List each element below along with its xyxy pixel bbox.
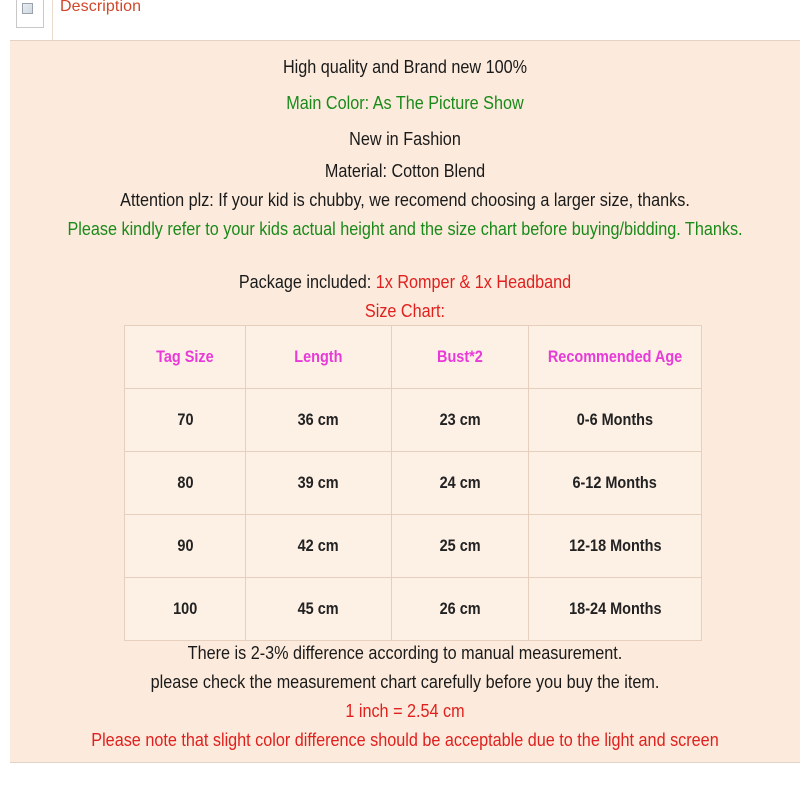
package-included-line [50,271,761,293]
measurement-difference-line: There is 2-3% difference according to manual measurement. [187,643,623,663]
header-recommended-age: Recommended Age [529,326,702,389]
package-items: 1x Romper & 1x Headband [375,272,572,292]
tag-size-cell: 80 [125,452,246,515]
description-tab-header [10,0,800,41]
bust-cell: 26 cm [392,578,529,641]
bust-cell: 23 cm [392,389,529,452]
tag-size-cell: 100 [125,578,246,641]
size-chart-title: Size Chart: [364,301,446,321]
description-tab[interactable]: Description [60,0,142,15]
table-header-row [125,326,702,389]
tag-size-cell: 70 [125,389,246,452]
broken-image-glyph [22,3,33,14]
table-row [125,452,702,515]
check-chart-line: please check the measurement chart carefully before you buy the item. [150,672,660,692]
age-cell: 12-18 Months [529,515,702,578]
header-bust: Bust*2 [392,326,529,389]
broken-image-icon [16,0,44,28]
length-cell: 39 cm [246,452,392,515]
length-cell: 42 cm [246,515,392,578]
header-divider [52,0,53,40]
table-row [125,578,702,641]
bust-cell: 24 cm [392,452,529,515]
header-tag-size: Tag Size [125,326,246,389]
header-length: Length [246,326,392,389]
package-label: Package included: [238,272,376,292]
length-cell: 36 cm [246,389,392,452]
material-line: Material: Cotton Blend [324,161,486,181]
age-cell: 6-12 Months [529,452,702,515]
tag-size-cell: 90 [125,515,246,578]
attention-line: Attention plz: If your kid is chubby, we recomend choosing a larger size, thanks. [120,190,690,210]
color-difference-note: Please note that slight color difference should be acceptable due to the light and screen [91,730,719,750]
table-row [125,515,702,578]
main-color-line: Main Color: As The Picture Show [286,93,524,113]
age-cell: 18-24 Months [529,578,702,641]
inch-conversion-line: 1 inch = 2.54 cm [345,701,465,721]
size-chart-table [124,325,702,641]
quality-line: High quality and Brand new 100% [282,57,528,77]
table-row [125,389,702,452]
description-content [10,41,800,763]
refer-size-chart-line: Please kindly refer to your kids actual height and the size chart before buying/bidding. Thanks. [67,219,743,239]
length-cell: 45 cm [246,578,392,641]
bust-cell: 25 cm [392,515,529,578]
new-in-fashion-line: New in Fashion [349,129,461,149]
age-cell: 0-6 Months [529,389,702,452]
